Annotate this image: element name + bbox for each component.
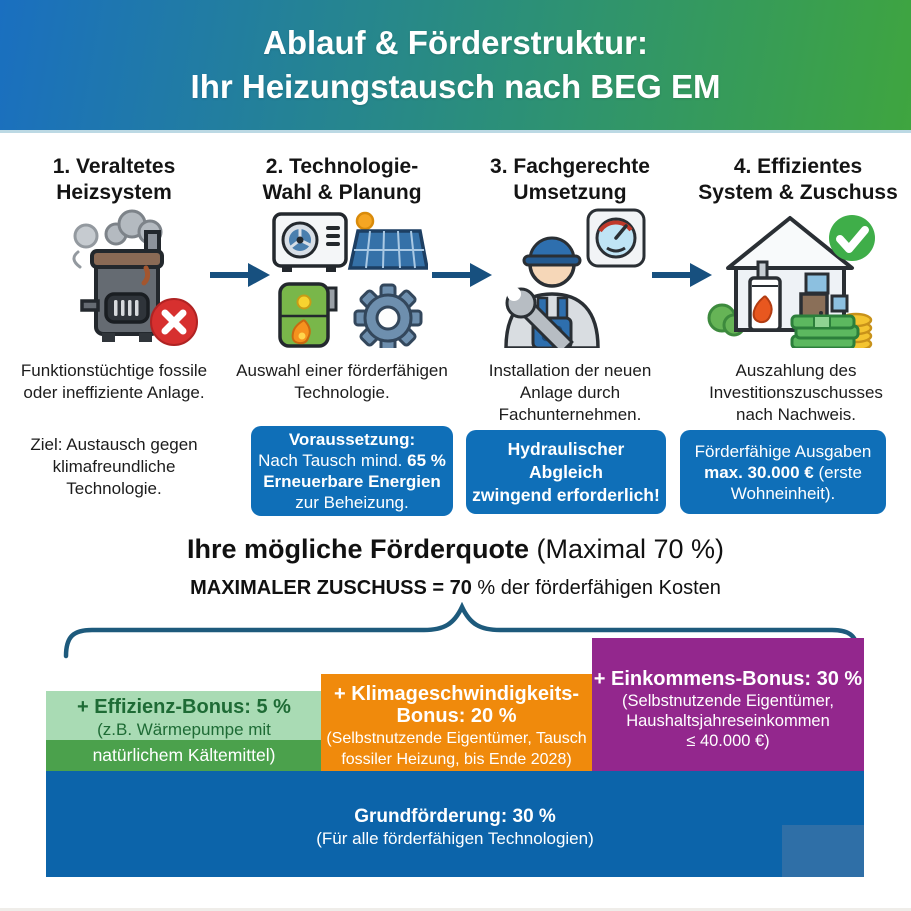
base-funding-corner-highlight	[782, 825, 864, 877]
step-2-title: 2. Technologie- Wahl & Planung	[262, 155, 422, 204]
heatpump-solar-boiler-gear-icon	[268, 206, 428, 353]
arrow-right-icon	[652, 261, 712, 294]
base-funding-sub: (Für alle förderfähigen Technologien)	[316, 829, 594, 848]
step-1-note: Ziel: Austausch gegen klimafreundliche Technologie.	[30, 435, 198, 498]
technician-gauge-icon	[488, 206, 653, 353]
page-title-line-2: Ihr Heizungstausch nach BEG EM	[190, 68, 721, 105]
step-3-infobox: Hydraulischer Abgleich zwingend erforderlich!	[466, 430, 666, 514]
step-1-title: 1. Veraltetes Heizsystem	[52, 155, 176, 204]
climate-bonus-sub1: (Selbstnutzende Eigentümer, Tausch	[326, 730, 587, 747]
climate-speed-bonus-box	[321, 674, 592, 771]
step-1-description: Funktionstüchtige fossile oder ineffiziente Anlage.	[20, 361, 208, 402]
step-4-title: 4. Effizientes System & Zuschuss	[698, 155, 898, 204]
step-4-description: Auszahlung des Investitionszuschusses nach Nachweis.	[709, 361, 883, 424]
climate-bonus-title-2: Bonus: 20 %	[396, 705, 517, 727]
arrow-right-icon	[210, 261, 270, 294]
step-2-infobox: Voraussetzung: Nach Tausch mind. 65 % Erneuerbare Energien zur Beheizung.	[251, 426, 453, 516]
efficiency-bonus-box	[46, 691, 322, 740]
house-check-money-icon	[706, 206, 876, 353]
base-funding-title: Grundförderung: 30 %	[354, 806, 556, 827]
income-bonus-sub1: (Selbstnutzende Eigentümer,	[622, 692, 834, 710]
climate-bonus-title-1: + Klimageschwindigkeits-	[333, 683, 580, 705]
old-boiler-smoke-x-icon	[58, 206, 208, 353]
step-3-title: 3. Fachgerechte Umsetzung	[490, 155, 650, 204]
page-title-line-1: Ablauf & Förderstruktur:	[262, 24, 648, 61]
income-bonus-sub2: Haushaltsjahreseinkommen	[626, 712, 830, 730]
income-bonus-title: + Einkommens-Bonus: 30 %	[593, 668, 863, 690]
header-banner	[0, 0, 911, 133]
quota-heading: Ihre mögliche Förderquote (Maximal 70 %)	[186, 534, 725, 564]
arrow-right-icon	[432, 261, 492, 294]
income-bonus-box	[592, 638, 864, 771]
quota-subheading: MAXIMALER ZUSCHUSS = 70 % der förderfähigen Kosten	[190, 577, 721, 599]
climate-bonus-sub2: fossiler Heizung, bis Ende 2028)	[341, 751, 572, 768]
efficiency-bonus-box-dark: natürlichem Kältemittel)	[46, 740, 322, 771]
efficiency-bonus-title: + Effizienz-Bonus: 5 %	[77, 696, 291, 718]
base-funding-box	[46, 771, 864, 877]
step-3-description: Installation der neuen Anlage durch Fachunternehmen.	[488, 361, 652, 424]
step-2-description: Auswahl einer förderfähigen Technologie.	[236, 361, 448, 402]
efficiency-bonus-sub1: (z.B. Wärmepumpe mit	[97, 720, 271, 739]
step-4-infobox: Förderfähige Ausgaben max. 30.000 € (erste Wohneinheit).	[680, 430, 886, 514]
income-bonus-sub3: ≤ 40.000 €)	[686, 732, 770, 750]
